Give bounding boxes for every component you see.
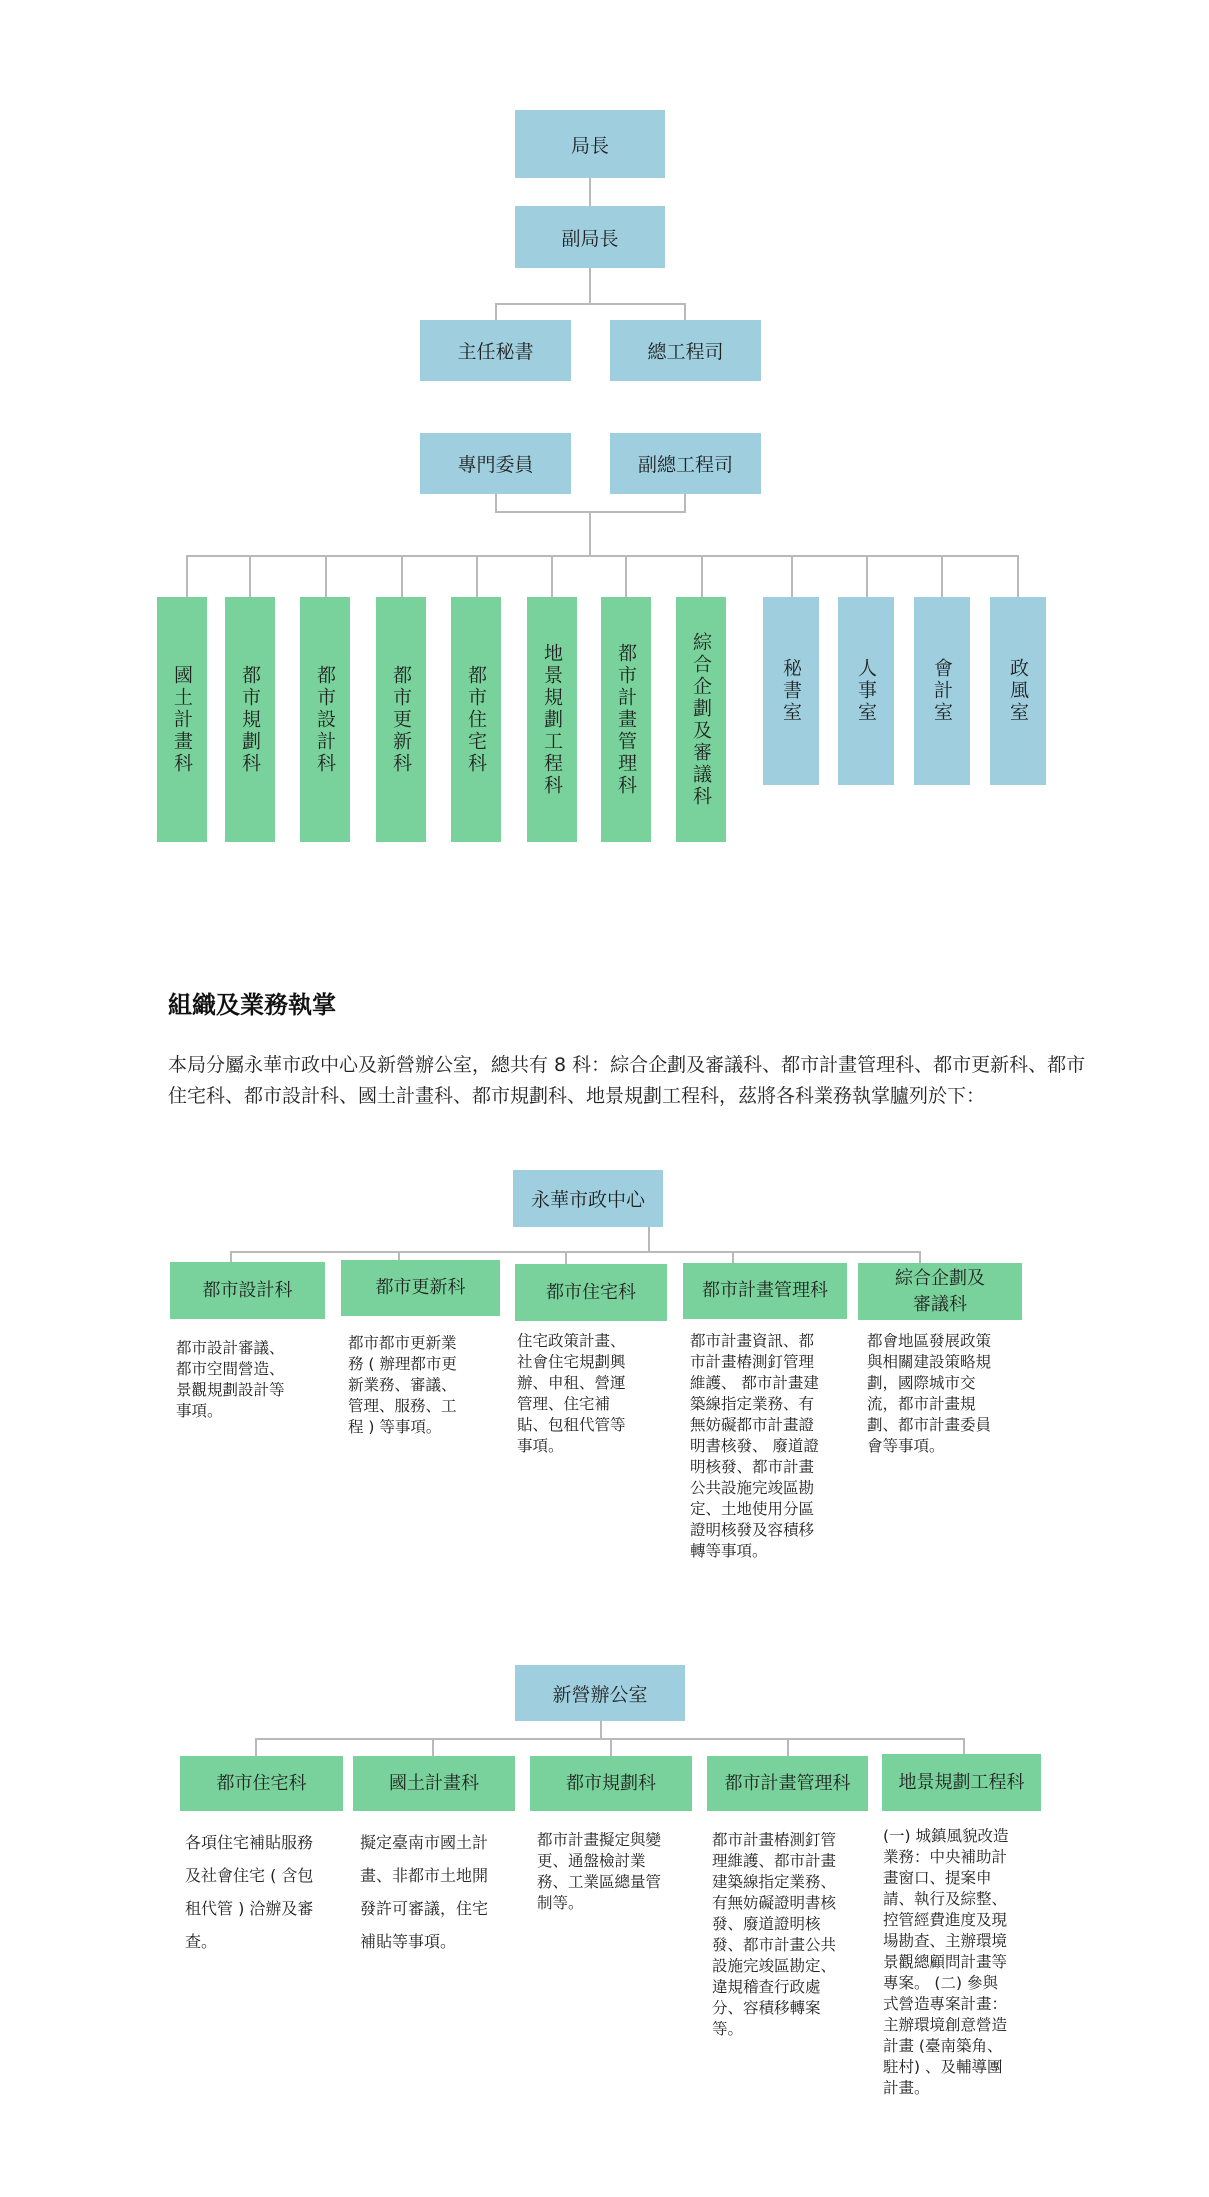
office-box — [763, 597, 819, 785]
chief-engineer-box: 總工程司 — [610, 320, 761, 381]
yonghua-title-box: 永華市政中心 — [513, 1170, 663, 1227]
connector — [325, 555, 327, 597]
unit-box: 都市計畫管理科 — [683, 1263, 847, 1319]
connector — [401, 555, 403, 597]
connector — [684, 303, 686, 321]
unit-box: 都市住宅科 — [515, 1264, 667, 1321]
connector — [495, 303, 497, 321]
section-box — [376, 597, 426, 842]
connector — [432, 1738, 434, 1756]
connector — [787, 1738, 789, 1756]
unit-box: 綜合企劃及 審議科 — [858, 1263, 1022, 1320]
connector — [648, 1227, 650, 1252]
section-label: 都市計畫管理科 — [615, 642, 637, 797]
connector — [589, 268, 591, 304]
unit-box: 都市計畫管理科 — [707, 1756, 868, 1811]
connector — [625, 555, 627, 597]
section-box — [601, 597, 651, 842]
connector — [249, 555, 251, 597]
section-label: 都市設計科 — [314, 664, 336, 775]
connector — [791, 555, 793, 597]
section-label: 綜合企劃及審議科 — [690, 631, 712, 808]
unit-description: 都市計畫資訊、都 市計畫樁測釘管理 維護、 都市計畫建 築線指定業務、有 無妨礙都市計畫證 明書核發、 廢道證 明核發、都市計畫 公共設施完竣區勘 定、土地使用分區 證明核發及容積移 轉等事項。 — [690, 1332, 819, 1560]
unit-description: 都市計畫擬定與變 更、通盤檢討業 務、工業區總量管 制等。 — [537, 1831, 662, 1912]
unit-description: 都會地區發展政策 與相關建設策略規 劃，國際城市交 流，都市計畫規 劃、都市計畫委員 會等事項。 — [867, 1332, 992, 1455]
unit-box: 都市住宅科 — [180, 1756, 343, 1811]
section-label: 都市規劃科 — [239, 664, 261, 775]
connector — [186, 555, 188, 597]
unit-description: 各項住宅補貼服務 及社會住宅 ( 含包 租代管 ) 洽辦及審 查。 — [185, 1833, 314, 1951]
unit-box: 國土計畫科 — [353, 1756, 515, 1811]
xinying-title-box: 新營辦公室 — [515, 1665, 685, 1721]
unit-description: 都市都市更新業 務 ( 辦理都市更 新業務、審議、 管理、服務、工 程 ) 等事項。 — [348, 1334, 457, 1436]
connector — [186, 555, 1018, 557]
connector — [963, 1738, 965, 1754]
connector — [610, 1738, 612, 1756]
office-box — [838, 597, 894, 785]
section-box — [225, 597, 275, 842]
unit-box: 都市規劃科 — [530, 1756, 692, 1811]
deputy-director-box: 副局長 — [515, 206, 665, 268]
connector — [476, 555, 478, 597]
unit-box: 都市更新科 — [341, 1260, 500, 1316]
section-box — [676, 597, 726, 842]
connector — [589, 178, 591, 206]
connector — [551, 555, 553, 597]
connector — [230, 1251, 921, 1253]
director-box: 局長 — [515, 110, 665, 178]
commissioner-box: 專門委員 — [420, 433, 571, 494]
connector — [866, 555, 868, 597]
connector — [941, 555, 943, 597]
unit-description: (一) 城鎮風貌改造 業務：中央補助計 畫窗口、提案申 請、執行及綜整、 控管經費進度及現 場勘查、主辦環境 景觀總顧問計畫等 專案。 (二) 參與 式營造專案計畫： 主辦環境創意營造 計畫 (臺南築角、 駐村) 、及輔導團 計畫。 — [883, 1827, 1009, 2097]
section-box — [527, 597, 577, 842]
connector — [600, 1721, 602, 1739]
office-box — [990, 597, 1046, 785]
section-label: 都市更新科 — [390, 664, 412, 775]
section-box — [300, 597, 350, 842]
connector — [1017, 555, 1019, 597]
connector — [495, 494, 497, 512]
unit-description: 住宅政策計畫、 社會住宅規劃興 辦、申租、營運 管理、住宅補 貼、包租代管等 事項。 — [517, 1332, 626, 1455]
connector — [701, 555, 703, 597]
section-box — [157, 597, 207, 842]
office-label: 秘書室 — [780, 658, 802, 724]
section-label: 國土計畫科 — [171, 664, 193, 775]
office-box — [914, 597, 970, 785]
section-title: 組織及業務執掌 — [168, 991, 336, 1019]
connector — [255, 1738, 257, 1756]
unit-description: 都市計畫樁測釘管 理維護、都市計畫 建築線指定業務、 有無妨礙證明書核 發、廢道證明核 發、都市計畫公共 設施完竣區勘定、 違規稽查行政處 分、容積移轉案 等。 — [712, 1831, 837, 2038]
section-box — [451, 597, 501, 842]
unit-box: 都市設計科 — [170, 1262, 325, 1319]
section-label: 地景規劃工程科 — [541, 642, 563, 797]
intro-paragraph: 本局分屬永華市政中心及新營辦公室，總共有 8 科：綜合企劃及審議科、都市計畫管理科、都市更新科、都市住宅科、都市設計科、國土計畫科、都市規劃科、地景規劃工程科，茲將各科業務執掌臚列於下： — [168, 1054, 1086, 1107]
connector — [589, 511, 591, 556]
connector — [565, 1251, 567, 1265]
unit-description: 都市設計審議、 都市空間營造、 景觀規劃設計等 事項。 — [176, 1339, 285, 1420]
connector — [684, 494, 686, 512]
chief-secretary-box: 主任秘書 — [420, 320, 571, 381]
deputy-chief-engineer-box: 副總工程司 — [610, 433, 761, 494]
office-label: 會計室 — [931, 658, 953, 724]
office-label: 政風室 — [1007, 658, 1029, 724]
unit-box: 地景規劃工程科 — [882, 1754, 1041, 1811]
office-label: 人事室 — [855, 658, 877, 724]
section-label: 都市住宅科 — [465, 664, 487, 775]
connector — [495, 303, 686, 305]
unit-description: 擬定臺南市國土計 畫、非都市土地開 發許可審議，住宅 補貼等事項。 — [360, 1833, 489, 1951]
